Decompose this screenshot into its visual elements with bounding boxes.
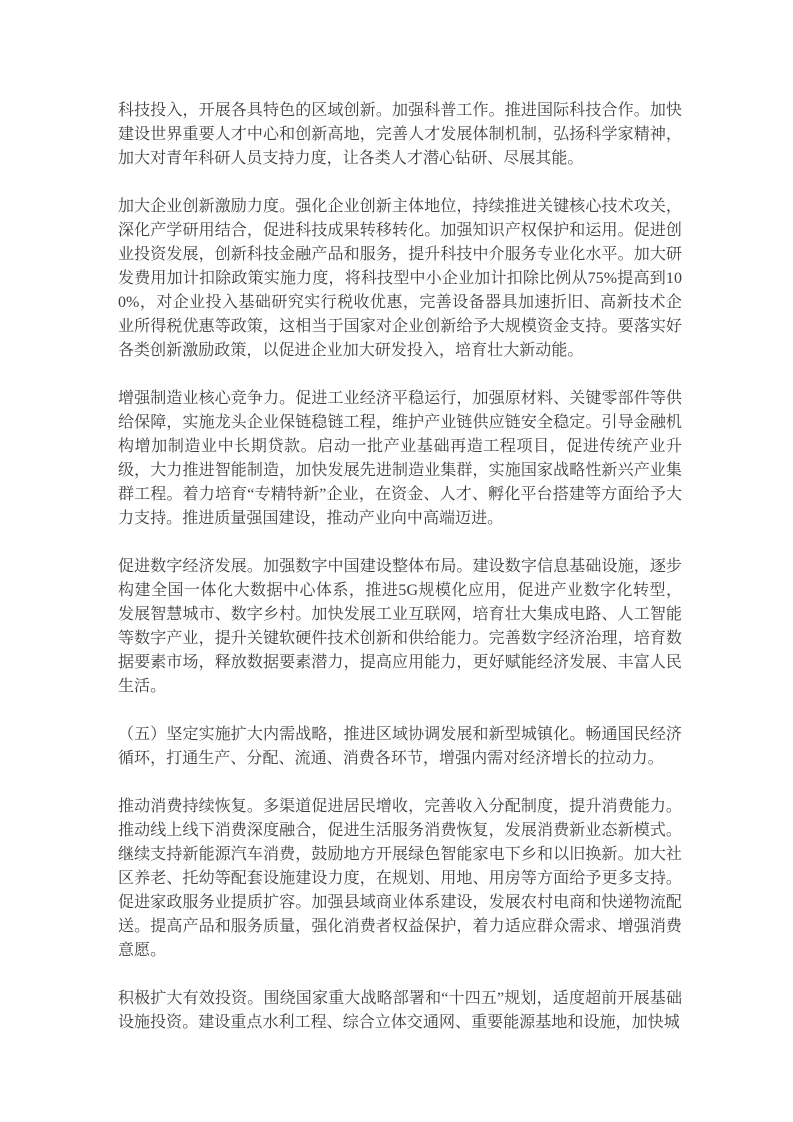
document-text-block bbox=[118, 99, 682, 1035]
document-paragraph: 推动消费持续恢复。多渠道促进居民增收，完善收入分配制度，提升消费能力。推动线上线下消费深度融合，促进生活服务消费恢复，发展消费新业态新模式。继续支持新能源汽车消费，鼓励地方开展绿色智能家电下乡和以旧换新。加大社区养老、托幼等配套设施建设力度，在规划、用地、用房等方面给予更多支持。促进家政服务业提质扩容。加强县域商业体系建设，发展农村电商和快递物流配送。提高产品和服务质量，强化消费者权益保护，着力适应群众需求、增强消费意愿。 bbox=[118, 798, 682, 959]
document-paragraph: 加大企业创新激励力度。强化企业创新主体地位，持续推进关键核心技术攻关，深化产学研用结合，促进科技成果转移转化。加强知识产权保护和运用。促进创业投资发展，创新科技金融产品和服务，提升科技中介服务专业化水平。加大研发费用加计扣除政策实施力度，将科技型中小企业加计扣除比例从75%提高到100%，对企业投入基础研究实行税收优惠，完善设备器具加速折旧、高新技术企业所得税优惠等政策，这相当于国家对企业创新给予大规模资金支持。要落实好各类创新激励政策，以促进企业加大研发投入，培育壮大新动能。 bbox=[118, 198, 682, 359]
document-paragraph: 科技投入，开展各具特色的区域创新。加强科普工作。推进国际科技合作。加快建设世界重要人才中心和创新高地，完善人才发展体制机制，弘扬科学家精神，加大对青年科研人员支持力度，让各类人才潜心钻研、尽展其能。 bbox=[118, 102, 682, 167]
document-paragraph: 增强制造业核心竞争力。促进工业经济平稳运行，加强原材料、关键零部件等供给保障，实施龙头企业保链稳链工程，维护产业链供应链安全稳定。引导金融机构增加制造业中长期贷款。启动一批产业基础再造工程项目，促进传统产业升级，大力推进智能制造，加快发展先进制造业集群，实施国家战略性新兴产业集群工程。着力培育“专精特新”企业，在资金、人才、孵化平台搭建等方面给予大力支持。推进质量强国建设，推动产业向中高端迈进。 bbox=[118, 390, 682, 527]
document-paragraph-truncated: 积极扩大有效投资。围绕国家重大战略部署和“十四五”规划，适度超前开展基础设施投资。建设重点水利工程、综合立体交通网、重要能源基地和设施，加快城 bbox=[118, 990, 682, 1031]
document-paragraph-section-heading: （五）坚定实施扩大内需战略，推进区域协调发展和新型城镇化。畅通国民经济循环，打通生产、分配、流通、消费各环节，增强内需对经济增长的拉动力。 bbox=[118, 726, 682, 767]
document-paragraph: 促进数字经济发展。加强数字中国建设整体布局。建设数字信息基础设施，逐步构建全国一体化大数据中心体系，推进5G规模化应用，促进产业数字化转型，发展智慧城市、数字乡村。加快发展工业互联网，培育壮大集成电路、人工智能等数字产业，提升关键软硬件技术创新和供给能力。完善数字经济治理，培育数据要素市场，释放数据要素潜力，提高应用能力，更好赋能经济发展、丰富人民生活。 bbox=[118, 558, 682, 695]
